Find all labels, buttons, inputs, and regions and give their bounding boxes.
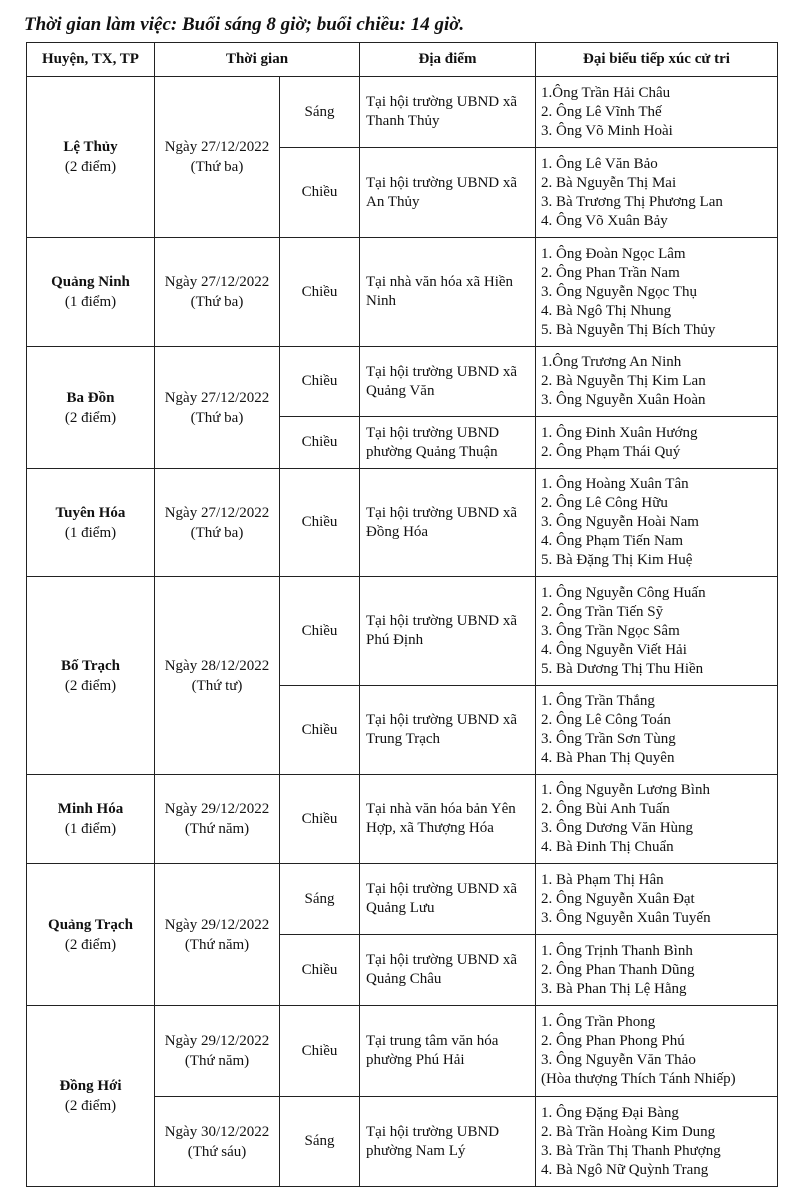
- delegate-item: (Hòa thượng Thích Tánh Nhiếp): [541, 1071, 736, 1087]
- delegate-item: 1. Ông Hoàng Xuân Tân: [541, 476, 689, 492]
- delegate-item: 3. Ông Võ Minh Hoài: [541, 122, 673, 139]
- delegate-item: 1.Ông Trương An Ninh: [541, 354, 682, 370]
- table-row: [27, 77, 778, 148]
- district-name: Lệ Thủy: [63, 139, 118, 155]
- delegate-item: 3. Ông Trần Ngọc Sâm: [541, 622, 680, 639]
- date-cell: [155, 1097, 280, 1187]
- location-cell: Tại hội trường UBND phường Nam Lý: [360, 1097, 536, 1187]
- district-name: Đồng Hới: [59, 1078, 122, 1094]
- weekday-text: (Thứ năm): [184, 1053, 250, 1069]
- date-text: Ngày 29/12/2022: [164, 1033, 270, 1049]
- session-cell: Chiều: [280, 148, 360, 238]
- district-name: Quảng Ninh: [51, 274, 130, 290]
- delegate-item: 1. Ông Đặng Đại Bàng: [541, 1104, 679, 1121]
- date-text: Ngày 28/12/2022: [164, 657, 270, 674]
- delegate-item: 3. Ông Nguyễn Ngọc Thụ: [541, 283, 697, 300]
- delegates-cell: [536, 469, 778, 577]
- district-cell: [27, 577, 155, 775]
- district-cell: [27, 238, 155, 347]
- session-cell: Chiều: [280, 417, 360, 469]
- delegate-item: 1. Ông Trần Phong: [541, 1014, 656, 1030]
- delegate-item: 2. Ông Phan Thanh Dũng: [541, 961, 695, 978]
- date-cell: [155, 77, 280, 238]
- date-text: Ngày 29/12/2022: [164, 801, 270, 817]
- weekday-text: (Thứ ba): [190, 159, 244, 175]
- session-cell: Chiều: [280, 686, 360, 775]
- table-row: [27, 577, 778, 686]
- weekday-text: (Thứ sáu): [187, 1143, 247, 1160]
- date-text: Ngày 27/12/2022: [164, 274, 270, 290]
- col-header-district: Huyện, TX, TP: [27, 43, 155, 77]
- delegate-item: 3. Bà Trần Thị Thanh Phượng: [541, 1142, 721, 1159]
- date-cell: [155, 238, 280, 347]
- delegate-item: 2. Bà Nguyễn Thị Mai: [541, 174, 677, 191]
- delegate-item: 2. Ông Trần Tiến Sỹ: [541, 603, 664, 620]
- delegates-cell: [536, 686, 778, 775]
- date-cell: [155, 347, 280, 469]
- delegate-item: 5. Bà Nguyễn Thị Bích Thủy: [541, 321, 716, 338]
- date-text: Ngày 29/12/2022: [164, 916, 270, 933]
- delegate-item: 3. Ông Dương Văn Hùng: [541, 820, 694, 836]
- delegate-item: 1.Ông Trần Hải Châu: [541, 84, 671, 101]
- delegate-item: 2. Ông Phan Trần Nam: [541, 264, 680, 281]
- weekday-text: (Thứ năm): [184, 936, 250, 953]
- location-cell: Tại hội trường UBND xã An Thủy: [360, 148, 536, 238]
- district-cell: [27, 864, 155, 1006]
- delegate-item: 3. Ông Nguyễn Xuân Hoàn: [541, 392, 706, 408]
- delegates-cell: [536, 577, 778, 686]
- date-cell: [155, 469, 280, 577]
- col-header-time: Thời gian: [155, 43, 360, 77]
- location-cell: Tại hội trường UBND xã Phú Định: [360, 577, 536, 686]
- location-cell: Tại hội trường UBND xã Đồng Hóa: [360, 469, 536, 577]
- district-name: Minh Hóa: [57, 801, 124, 817]
- delegate-item: 1. Ông Trịnh Thanh Bình: [541, 942, 693, 959]
- delegates-cell: [536, 148, 778, 238]
- delegate-item: 2. Ông Lê Công Toán: [541, 712, 671, 728]
- delegates-cell: [536, 347, 778, 417]
- delegate-item: 4. Bà Ngô Thị Nhung: [541, 302, 672, 319]
- delegate-item: 3. Bà Trương Thị Phương Lan: [541, 193, 723, 210]
- delegate-item: 1. Ông Đinh Xuân Hướng: [541, 424, 698, 441]
- delegate-item: 1. Bà Phạm Thị Hân: [541, 871, 664, 888]
- table-row: [27, 469, 778, 577]
- table-row: [27, 1006, 778, 1097]
- district-name: Tuyên Hóa: [55, 504, 126, 521]
- session-cell: Chiều: [280, 775, 360, 864]
- delegates-cell: [536, 775, 778, 864]
- district-count: (2 điểm): [64, 1098, 117, 1114]
- weekday-text: (Thứ ba): [190, 294, 244, 310]
- location-cell: Tại hội trường UBND phường Quảng Thuận: [360, 417, 536, 469]
- date-cell: [155, 864, 280, 1006]
- delegate-item: 5. Bà Dương Thị Thu Hiền: [541, 660, 704, 677]
- delegates-cell: [536, 1006, 778, 1097]
- district-count: (2 điểm): [64, 409, 117, 426]
- table-header-row: [27, 43, 778, 77]
- session-cell: Chiều: [280, 238, 360, 347]
- delegate-item: 4. Bà Ngô Nữ Quỳnh Trang: [541, 1161, 709, 1178]
- session-cell: Chiều: [280, 577, 360, 686]
- district-count: (2 điểm): [64, 936, 117, 953]
- date-text: Ngày 27/12/2022: [164, 504, 270, 521]
- session-cell: Sáng: [280, 77, 360, 148]
- weekday-text: (Thứ năm): [184, 821, 250, 837]
- delegate-item: 1. Ông Đoàn Ngọc Lâm: [541, 245, 686, 262]
- location-cell: Tại hội trường UBND xã Quảng Lưu: [360, 864, 536, 935]
- delegate-item: 5. Bà Đặng Thị Kim Huệ: [541, 552, 693, 568]
- schedule-table: [26, 42, 778, 1187]
- schedule-body: [27, 77, 778, 1187]
- location-cell: Tại hội trường UBND xã Thanh Thủy: [360, 77, 536, 148]
- delegates-cell: [536, 935, 778, 1006]
- delegate-item: 2. Ông Phạm Thái Quý: [541, 443, 681, 460]
- delegate-item: 1. Ông Nguyễn Công Huấn: [541, 584, 706, 601]
- session-cell: Chiều: [280, 935, 360, 1006]
- weekday-text: (Thứ tư): [191, 677, 243, 694]
- date-text: Ngày 27/12/2022: [164, 139, 270, 155]
- district-name: Bố Trạch: [60, 657, 121, 674]
- location-cell: Tại hội trường UBND xã Quảng Châu: [360, 935, 536, 1006]
- weekday-text: (Thứ ba): [190, 409, 244, 426]
- date-cell: [155, 775, 280, 864]
- delegate-item: 3. Ông Nguyễn Xuân Tuyến: [541, 909, 711, 926]
- district-cell: [27, 347, 155, 469]
- delegates-cell: [536, 77, 778, 148]
- delegate-item: 2. Ông Bùi Anh Tuấn: [541, 801, 670, 817]
- district-count: (1 điểm): [64, 524, 117, 541]
- delegate-item: 2. Ông Nguyễn Xuân Đạt: [541, 890, 695, 907]
- page-heading: Thời gian làm việc: Buổi sáng 8 giờ; buổi chiều: 14 giờ.: [24, 14, 465, 35]
- delegate-item: 1. Ông Trần Thắng: [541, 693, 655, 709]
- district-cell: [27, 1006, 155, 1187]
- delegate-item: 4. Ông Võ Xuân Bảy: [541, 212, 668, 229]
- delegate-item: 2. Ông Phan Phong Phú: [541, 1033, 685, 1049]
- delegate-item: 2. Bà Nguyễn Thị Kim Lan: [541, 373, 706, 389]
- location-cell: Tại hội trường UBND xã Trung Trạch: [360, 686, 536, 775]
- delegates-cell: [536, 417, 778, 469]
- session-cell: Sáng: [280, 864, 360, 935]
- table-row: [27, 238, 778, 347]
- location-cell: Tại nhà văn hóa bản Yên Hợp, xã Thượng Hóa: [360, 775, 536, 864]
- date-text: Ngày 27/12/2022: [164, 389, 270, 406]
- delegate-item: 3. Ông Nguyễn Văn Thảo: [541, 1052, 696, 1068]
- weekday-text: (Thứ ba): [190, 524, 244, 541]
- district-cell: [27, 77, 155, 238]
- delegate-item: 2. Bà Trần Hoàng Kim Dung: [541, 1123, 716, 1140]
- col-header-delegates: Đại biểu tiếp xúc cử tri: [536, 43, 778, 77]
- district-count: (2 điểm): [64, 159, 117, 175]
- session-cell: Chiều: [280, 1006, 360, 1097]
- delegate-item: 4. Ông Nguyễn Viết Hải: [541, 641, 687, 658]
- location-cell: Tại trung tâm văn hóa phường Phú Hải: [360, 1006, 536, 1097]
- district-count: (1 điểm): [64, 294, 117, 310]
- delegate-item: 3. Ông Nguyễn Hoài Nam: [541, 514, 699, 530]
- district-count: (2 điểm): [64, 677, 117, 694]
- session-cell: Chiều: [280, 347, 360, 417]
- delegate-item: 4. Ông Phạm Tiến Nam: [541, 533, 684, 549]
- district-cell: [27, 469, 155, 577]
- district-name: Quảng Trạch: [48, 916, 133, 933]
- district-cell: [27, 775, 155, 864]
- location-cell: Tại nhà văn hóa xã Hiền Ninh: [360, 238, 536, 347]
- delegates-cell: [536, 1097, 778, 1187]
- delegate-item: 4. Bà Phan Thị Quyên: [541, 750, 675, 766]
- col-header-location: Địa điểm: [360, 43, 536, 77]
- session-cell: Chiều: [280, 469, 360, 577]
- district-count: (1 điểm): [64, 821, 117, 837]
- date-text: Ngày 30/12/2022: [164, 1123, 270, 1140]
- table-row: [27, 864, 778, 935]
- location-cell: Tại hội trường UBND xã Quảng Văn: [360, 347, 536, 417]
- delegate-item: 2. Ông Lê Công Hữu: [541, 495, 668, 511]
- district-name: Ba Đồn: [66, 389, 115, 406]
- date-cell: [155, 577, 280, 775]
- delegate-item: 3. Bà Phan Thị Lệ Hằng: [541, 980, 687, 997]
- delegates-cell: [536, 238, 778, 347]
- delegate-item: 2. Ông Lê Vĩnh Thế: [541, 103, 662, 120]
- table-row: [27, 347, 778, 417]
- delegate-item: 3. Ông Trần Sơn Tùng: [541, 731, 676, 747]
- session-cell: Sáng: [280, 1097, 360, 1187]
- table-row: [27, 775, 778, 864]
- date-cell: [155, 1006, 280, 1097]
- delegate-item: 1. Ông Nguyễn Lương Bình: [541, 782, 710, 798]
- delegate-item: 1. Ông Lê Văn Bảo: [541, 155, 658, 172]
- delegates-cell: [536, 864, 778, 935]
- delegate-item: 4. Bà Đinh Thị Chuẩn: [541, 839, 674, 855]
